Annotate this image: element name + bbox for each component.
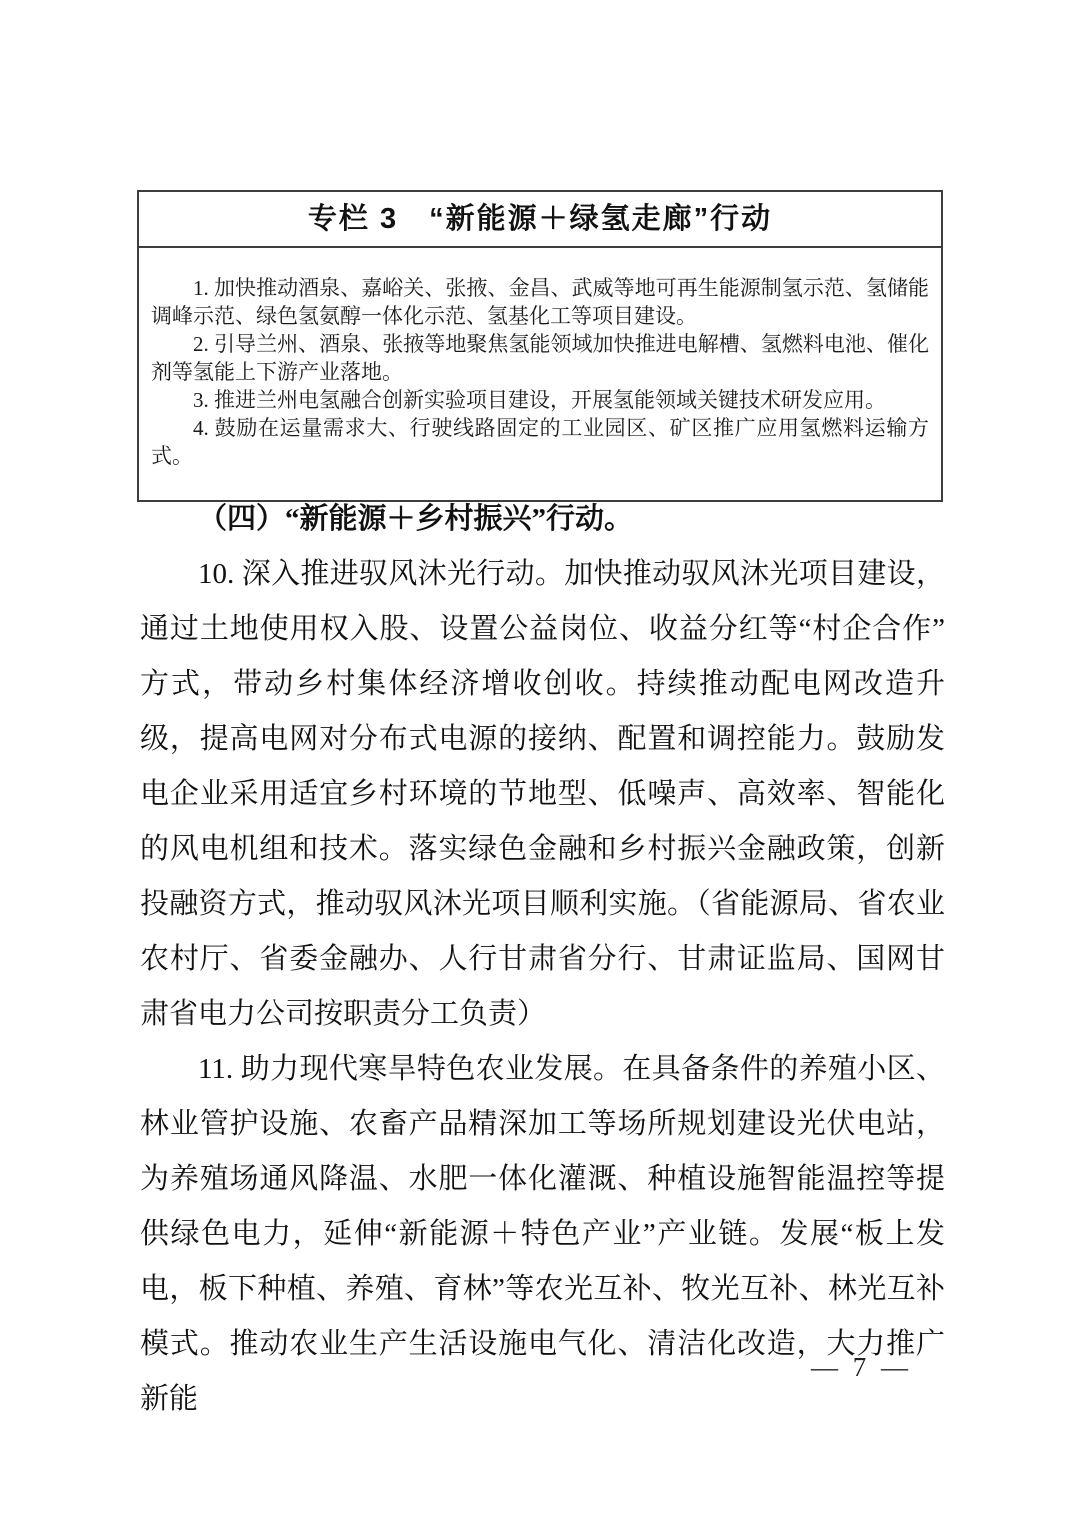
- body-paragraph-10: 10. 深入推进驭风沐光行动。加快推动驭风沐光项目建设，通过土地使用权入股、设置公益岗位、收益分红等“村企合作”方式，带动乡村集体经济增收创收。持续推动配电网改造升级，提高电网对分布式电源的接纳、配置和调控能力。鼓励发电企业采用适宜乡村环境的节地型、低噪声、高效率、智能化的风电机组和技术。落实绿色金融和乡村振兴金融政策，创新投融资方式，推动驭风沐光项目顺利实施。（省能源局、省农业农村厅、省委金融办、人行甘肃省分行、甘肃证监局、国网甘肃省电力公司按职责分工负责）: [140, 558, 945, 1030]
- section-heading: （四）“新能源＋乡村振兴”行动。: [198, 503, 634, 535]
- document-body: [140, 492, 945, 1427]
- column-box-item-1: 1. 加快推动酒泉、嘉峪关、张掖、金昌、武威等地可再生能源制氢示范、氢储能调峰示范、绿色氢氨醇一体化示范、氢基化工等项目建设。: [151, 276, 929, 328]
- column-box-body: [139, 248, 941, 500]
- column-box-item-2: 2. 引导兰州、酒泉、张掖等地聚焦氢能领域加快推进电解槽、氢燃料电池、催化剂等氢能上下游产业落地。: [151, 332, 929, 384]
- page-number: — 7 —: [811, 1352, 912, 1382]
- column-box-item-3: 3. 推进兰州电氢融合创新实验项目建设，开展氢能领域关键技术研发应用。: [193, 388, 886, 412]
- column-box-title: 专栏 3 “新能源＋绿氢走廊”行动: [139, 192, 941, 248]
- body-paragraph-11: 11. 助力现代寒旱特色农业发展。在具备条件的养殖小区、林业管护设施、农畜产品精深加工等场所规划建设光伏电站，为养殖场通风降温、水肥一体化灌溉、种植设施智能温控等提供绿色电力，延伸“新能源＋特色产业”产业链。发展“板上发电，板下种植、养殖、育林”等农光互补、牧光互补、林光互补模式。推动农业生产生活设施电气化、清洁化改造，大力推广新能: [140, 1053, 945, 1415]
- column-box: [137, 190, 943, 502]
- column-box-item-4: 4. 鼓励在运量需求大、行驶线路固定的工业园区、矿区推广应用氢燃料运输方式。: [151, 416, 929, 468]
